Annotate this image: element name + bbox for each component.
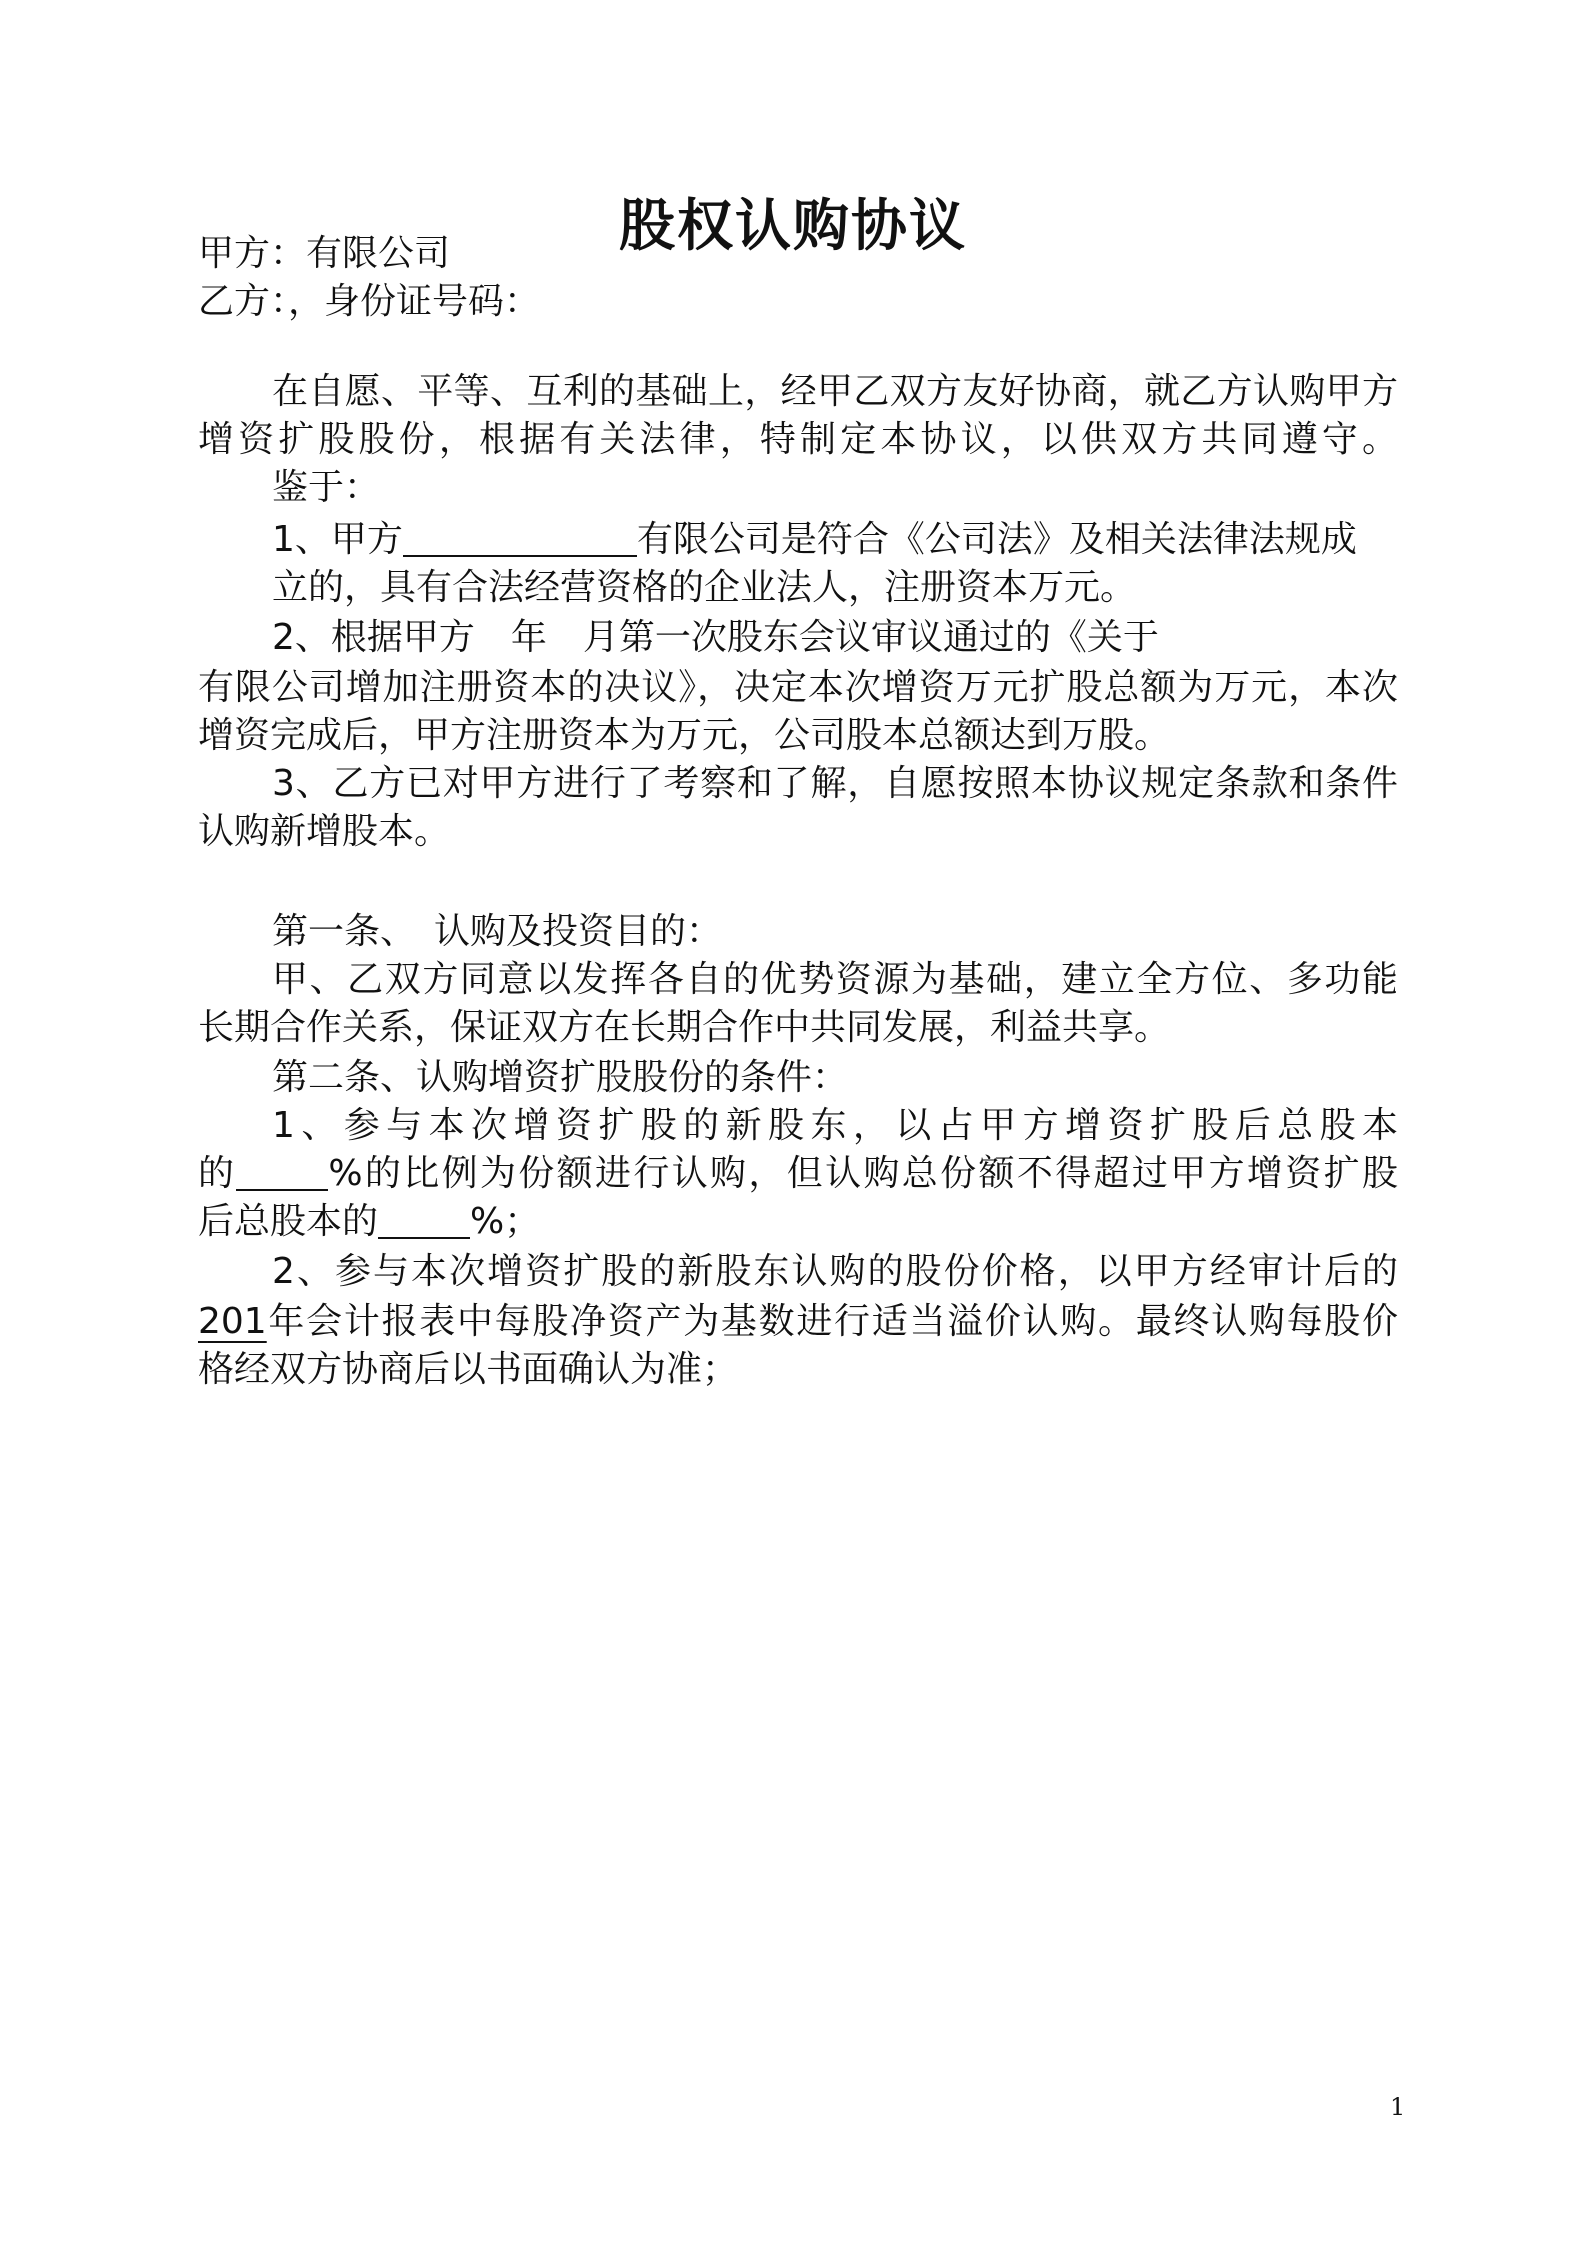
page-number: 1 — [1390, 2093, 1406, 2121]
article-2-heading: 第二条、认购增资扩股股份的条件： — [272, 1057, 849, 1098]
preamble-line-1: 在自愿、平等、互利的基础上，经甲乙双方友好协商，就乙方认购甲方 — [272, 371, 1398, 412]
article-1-body-line-1: 甲、乙双方同意以发挥各自的优势资源为基础，建立全方位、多功能 — [272, 959, 1398, 1000]
recital-1-line-2: 立的，具有合法经营资格的企业法人，注册资本万元。 — [272, 567, 1137, 608]
clause-1-line-3-prefix: 后总股本的 — [198, 1201, 379, 1242]
recital-3-line-2: 认购新增股本。 — [198, 811, 451, 852]
clause-1-line-2-prefix: 的 — [198, 1153, 237, 1194]
article-1-body-line-2: 长期合作关系，保证双方在长期合作中共同发展，利益共享。 — [198, 1007, 1171, 1048]
party-b-line: 乙方：，身份证号码： — [198, 281, 541, 322]
article-1-heading: 第一条、 认购及投资目的： — [272, 911, 723, 952]
year-field: 201 — [198, 1301, 267, 1342]
document-title: 股权认购协议 — [619, 194, 967, 259]
company-name-blank — [403, 515, 637, 557]
recital-3-line-1: 3、乙方已对甲方进行了考察和了解，自愿按照本协议规定条款和条件 — [272, 763, 1398, 804]
recital-1-suffix: 有限公司是符合《公司法》及相关法律法规成 — [636, 519, 1357, 560]
percent-blank-1 — [236, 1149, 328, 1191]
recital-1-prefix: 1、甲方 — [272, 519, 403, 560]
clause-1-line-3-suffix: %； — [470, 1201, 541, 1242]
clause-1-line-2-suffix: %的比例为份额进行认购，但认购总份额不得超过甲方增资扩股 — [328, 1153, 1398, 1194]
article-2-clause-2-line-3: 格经双方协商后以书面确认为准； — [198, 1349, 739, 1390]
recital-1-line-1 — [272, 514, 1398, 566]
preamble-line-2: 增资扩股股份，根据有关法律，特制定本协议，以供双方共同遵守。 — [198, 419, 1398, 460]
whereas-heading: 鉴于： — [272, 467, 381, 508]
article-2-clause-2-line-1: 2、参与本次增资扩股的新股东认购的股份价格，以甲方经审计后的 — [272, 1251, 1398, 1292]
party-a-line: 甲方：有限公司 — [198, 233, 451, 274]
article-2-clause-1-line-2 — [198, 1148, 1398, 1200]
article-2-clause-2-line-2 — [198, 1296, 1398, 1348]
article-2-clause-1-line-1: 1、参与本次增资扩股的新股东，以占甲方增资扩股后总股本 — [272, 1105, 1398, 1146]
article-2-clause-1-line-3 — [198, 1196, 1398, 1248]
recital-2-line-2: 有限公司增加注册资本的决议》，决定本次增资万元扩股总额为万元，本次 — [198, 667, 1398, 708]
recital-2-line-3: 增资完成后，甲方注册资本为万元，公司股本总额达到万股。 — [198, 715, 1171, 756]
recital-2-line-1: 2、根据甲方 年 月第一次股东会议审议通过的《关于 — [272, 617, 1159, 658]
percent-blank-2 — [378, 1197, 470, 1239]
clause-2-line-2-suffix: 年会计报表中每股净资产为基数进行适当溢价认购。最终认购每股价 — [266, 1301, 1398, 1342]
